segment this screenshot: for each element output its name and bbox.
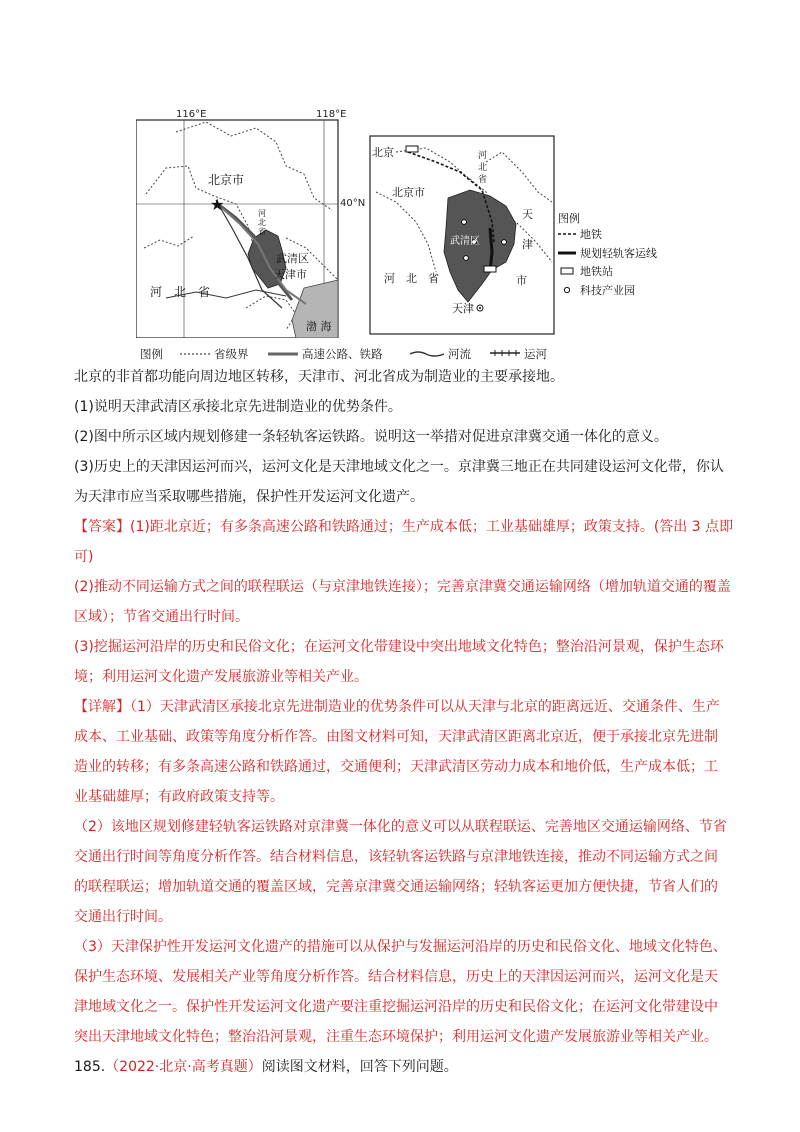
answer-label: 【答案】	[74, 519, 130, 535]
question-2: (2)图中所示区域内规划修建一条轻轨客运铁路。说明这一举措对促进京津冀交通一体化的意义。	[74, 429, 668, 445]
svg-text:省: 省	[258, 227, 266, 236]
detail-label: 【详解】	[74, 699, 130, 715]
svg-text:省: 省	[478, 175, 488, 185]
svg-text:天: 天	[522, 208, 533, 221]
legend-canal: 运河	[524, 347, 547, 361]
legend-province-border: 省级界	[214, 347, 249, 361]
detail-2-line-3: 的联程联运；增加轨道交通的覆盖区域，完善京津冀交通运输网络；轻轨客运更加方便快捷，节省人们的	[74, 879, 718, 895]
right-legend-title: 图例	[558, 212, 580, 225]
svg-text:北: 北	[258, 218, 266, 227]
capital-star-icon: ★	[210, 195, 225, 214]
label-beijing-city: 北京市	[392, 186, 425, 199]
answer-1-line-1: 【答案】(1)距北京近；有多条高速公路和铁路通过；生产成本低；工业基础雄厚；政策支持。(答出 3 点即	[74, 519, 734, 535]
right-map	[366, 132, 666, 338]
svg-text:北: 北	[478, 163, 488, 173]
label-hebei-right: 河 北 省	[384, 272, 439, 285]
answer-1-line-2: 可)	[74, 549, 94, 565]
lon-label-116: 116°E	[176, 109, 207, 120]
label-beijing: 北京市	[208, 173, 245, 187]
detail-3-line-1: （3）天津保护性开发运河文化遗产的措施可以从保护与发掘运河沿岸的历史和民俗文化、地域文化特色、	[74, 939, 727, 955]
text-body	[74, 362, 734, 1082]
legend-highway-rail: 高速公路、铁路	[302, 347, 383, 361]
bottom-legend	[140, 344, 680, 364]
legend-river: 河流	[448, 347, 471, 361]
next-question-source: （2022·北京·高考真题）	[105, 1059, 262, 1075]
answer-2-line-2: 区域）；节省交通出行时间。	[74, 609, 249, 625]
lat-label-40: 40°N	[340, 198, 366, 209]
detail-3-line-3: 津地域文化之一。保护性开发运河文化遗产要注重挖掘运河沿岸的历史和民俗文化；在运河文化带建设中	[74, 999, 718, 1015]
question-1: (1)说明天津武清区承接北京先进制造业的优势条件。	[74, 399, 402, 415]
legend-station: 地铁站	[580, 265, 613, 278]
map-figure	[120, 96, 680, 364]
label-wuqing-right: 武清区	[450, 236, 480, 247]
svg-text:津: 津	[522, 238, 533, 251]
legend-subway: 地铁	[580, 228, 602, 241]
detail-3-line-4: 突出天津地域文化特色；整治沿河景观，注重生态环境保护；利用运河文化遗产发展旅游业等相关产业。	[74, 1029, 718, 1045]
answer-2-line-1: (2)推动不同运输方式之间的联程联运（与京津地铁连接）；完善京津冀交通运输网络（增加轨道交通的覆盖	[74, 579, 731, 595]
detail-1-line-3: 造业的转移；有多条高速公路和铁路通过，交通便利；天津武清区劳动力成本和地价低，生产成本低；工	[74, 759, 718, 775]
label-tianjin-right: 天津	[452, 302, 474, 315]
label-tianjin: 天津市	[274, 268, 307, 281]
legend-light-rail: 规划轻轨客运线	[580, 247, 657, 260]
detail-1-line-1: 【详解】（1）天津武清区承接北京先进制造业的优势条件可以从天津与北京的距离远近、交通条件、生产	[74, 699, 720, 715]
svg-text:河: 河	[478, 151, 488, 161]
lon-label-118: 118°E	[316, 109, 347, 120]
label-hebei: 河 北 省	[150, 285, 211, 299]
detail-1-line-4: 业基础雄厚；有政府政策支持等。	[74, 789, 284, 805]
svg-text:河: 河	[258, 209, 266, 218]
intro-text: 北京的非首都功能向周边地区转移，天津市、河北省成为制造业的主要承接地。	[74, 369, 564, 385]
next-question-text: 阅读图文材料，回答下列问题。	[261, 1059, 458, 1075]
detail-2-line-1: （2）该地区规划修建轻轨客运铁路对京津冀一体化的意义可以从联程联运、完善地区交通运输网络、节省	[74, 819, 727, 835]
detail-1-line-2: 成本、工业基础、政策等角度分析作答。由图文材料可知，天津武清区距离北京近，便于承接北京先进制	[74, 729, 718, 745]
question-3-line-2: 为天津市应当采取哪些措施，保护性开发运河文化遗产。	[74, 489, 424, 505]
question-3-line-1: (3)历史上的天津因运河而兴，运河文化是天津地域文化之一。京津冀三地正在共同建设运河文化带，你认	[74, 459, 724, 475]
next-question-number: 185.	[74, 1059, 106, 1075]
detail-2-line-2: 交通出行时间等角度分析作答。结合材料信息，该轻轨客运铁路与京津地铁连接，推动不同运输方式之间	[74, 849, 718, 865]
detail-2-line-4: 交通出行时间。	[74, 909, 172, 925]
bottom-legend-title: 图例	[140, 347, 163, 361]
legend-tech-park: 科技产业园	[580, 284, 635, 297]
label-bohai: 渤 海	[306, 320, 332, 333]
answer-3-line-2: 境；利用运河文化遗产发展旅游业等相关产业。	[74, 669, 368, 685]
answer-3-line-1: (3)挖掘运河沿岸的历史和民俗文化；在运河文化带建设中突出地域文化特色；整治沿河景观，保护生态环	[74, 639, 724, 655]
detail-3-line-2: 保护生态环境、发展相关产业等角度分析作答。结合材料信息，历史上的天津因运河而兴，运河文化是天	[74, 969, 718, 985]
svg-text:市: 市	[516, 274, 527, 287]
next-question	[74, 1052, 734, 1082]
label-wuqing: 武清区	[276, 252, 309, 265]
label-beijing-top: 北京	[372, 146, 394, 159]
